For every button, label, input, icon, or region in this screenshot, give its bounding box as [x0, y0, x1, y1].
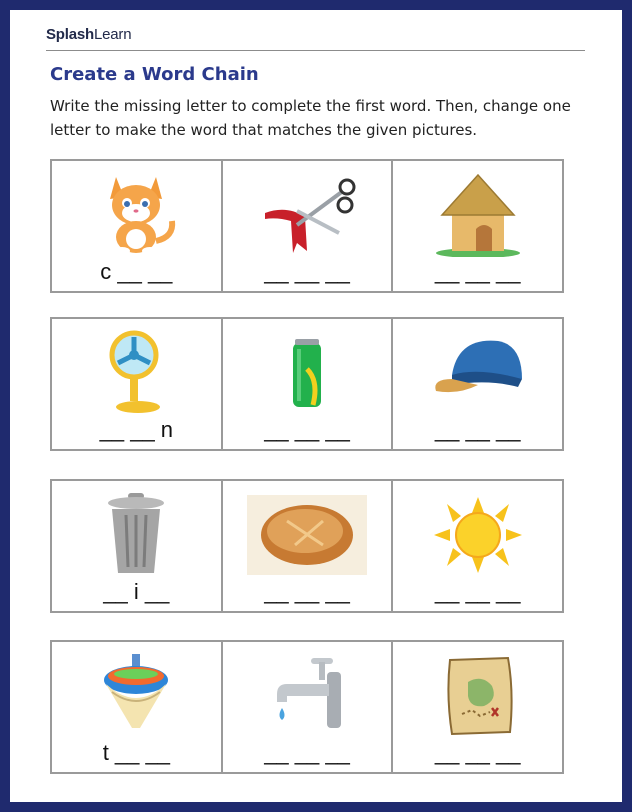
- word-blanks[interactable]: __ __ __: [434, 417, 521, 442]
- word-cell: [391, 481, 562, 611]
- word-blanks[interactable]: __ i __: [103, 579, 170, 604]
- word-blanks[interactable]: __ __ __: [434, 259, 521, 284]
- word-cell: [221, 319, 392, 449]
- word-chain-row-2: [50, 317, 564, 451]
- brand-logo: SplashLearn: [46, 26, 132, 43]
- word-cell: [52, 161, 221, 291]
- word-blanks[interactable]: __ __ __: [264, 579, 350, 604]
- spinning-top-icon: [76, 652, 196, 738]
- word-cell: [221, 161, 392, 291]
- word-cell: [52, 481, 221, 611]
- word-blanks[interactable]: __ __ __: [264, 740, 350, 765]
- worksheet-instructions: Write the missing letter to complete the first word. Then, change one letter to make the word that matches the given pictures.: [50, 97, 571, 139]
- word-blanks[interactable]: __ __ n: [99, 417, 174, 442]
- treasure-map-icon: [418, 652, 538, 738]
- hut-icon: [418, 171, 538, 257]
- bread-bun-icon: [247, 491, 367, 577]
- word-cell: [52, 642, 221, 772]
- word-blanks[interactable]: t __ __: [102, 740, 170, 765]
- word-blanks[interactable]: __ __ __: [434, 579, 521, 604]
- word-chain-row-1: [50, 159, 564, 293]
- word-blanks[interactable]: __ __ __: [264, 417, 350, 442]
- worksheet-page: [10, 10, 622, 802]
- word-cell: [221, 642, 392, 772]
- sun-icon: [418, 491, 538, 577]
- cap-icon: [418, 329, 538, 415]
- word-chain-row-4: [50, 640, 564, 774]
- word-blanks[interactable]: __ __ __: [434, 740, 521, 765]
- worksheet-title: Create a Word Chain: [50, 64, 259, 85]
- fan-icon: [76, 329, 196, 415]
- cat-icon: [76, 171, 196, 257]
- word-cell: [391, 642, 562, 772]
- word-blanks[interactable]: c __ __: [100, 259, 173, 284]
- faucet-icon: [247, 652, 367, 738]
- soda-can-icon: [247, 329, 367, 415]
- word-blanks[interactable]: __ __ __: [264, 259, 350, 284]
- word-cell: [391, 319, 562, 449]
- word-cell: [221, 481, 392, 611]
- word-chain-row-3: [50, 479, 564, 613]
- trash-can-icon: [76, 491, 196, 577]
- scissors-ribbon-icon: [247, 171, 367, 257]
- header-divider: [46, 50, 585, 51]
- word-cell: [52, 319, 221, 449]
- word-cell: [391, 161, 562, 291]
